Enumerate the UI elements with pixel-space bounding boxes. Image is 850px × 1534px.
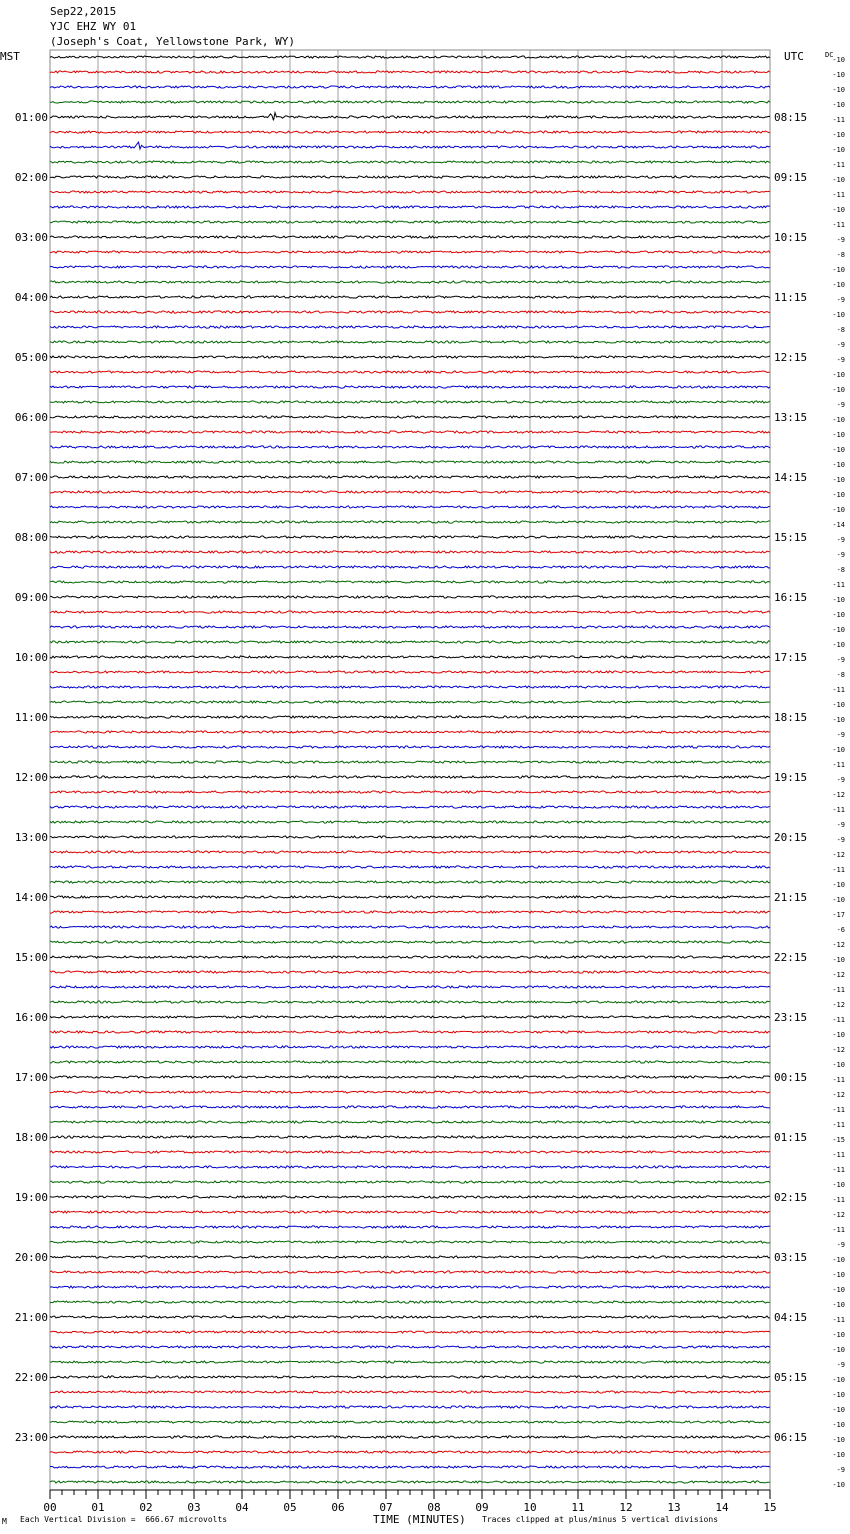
trace-line <box>50 1466 770 1468</box>
dc-offset-label: -12 <box>832 941 845 949</box>
trace-line <box>50 1211 770 1213</box>
trace-line <box>50 401 770 403</box>
dc-offset-label: -10 <box>832 1391 845 1399</box>
trace-line <box>50 71 770 73</box>
left-hour-label: 10:00 <box>14 651 48 664</box>
trace-line <box>50 1421 770 1423</box>
dc-offset-label: -11 <box>832 866 845 874</box>
trace-line <box>50 701 770 703</box>
dc-offset-label: -11 <box>832 1016 845 1024</box>
dc-offset-label: -11 <box>832 221 845 229</box>
trace-line <box>50 476 770 478</box>
trace-line <box>50 896 770 898</box>
x-tick-label: 03 <box>187 1501 201 1514</box>
dc-offset-label: -10 <box>832 71 845 79</box>
left-hour-label: 07:00 <box>14 471 48 484</box>
dc-offset-label: -10 <box>832 461 845 469</box>
dc-offset-label: -8 <box>836 566 845 574</box>
left-hour-label: 21:00 <box>14 1311 48 1324</box>
dc-offset-label: -9 <box>836 656 845 664</box>
dc-offset-label: -10 <box>832 896 845 904</box>
right-hour-label: 18:15 <box>774 711 808 724</box>
trace-line <box>50 881 770 883</box>
dc-offset-label: -10 <box>832 611 845 619</box>
left-hour-label: 13:00 <box>14 831 48 844</box>
dc-offset-label: -10 <box>832 431 845 439</box>
trace-line <box>50 941 770 943</box>
dc-offset-label: -10 <box>832 176 845 184</box>
dc-offset-label: -10 <box>832 716 845 724</box>
left-hour-label: 06:00 <box>14 411 48 424</box>
dc-offset-label: -10 <box>832 1406 845 1414</box>
trace-line <box>50 716 770 718</box>
x-axis-label: TIME (MINUTES) <box>373 1513 466 1526</box>
dc-offset-label: -12 <box>832 791 845 799</box>
dc-offset-label: -12 <box>832 1046 845 1054</box>
trace-line <box>50 1016 770 1018</box>
dc-offset-label: -10 <box>832 1301 845 1309</box>
dc-offset-label: -10 <box>832 626 845 634</box>
trace-line <box>50 551 770 553</box>
trace-line <box>50 191 770 193</box>
trace-line <box>50 113 770 121</box>
clip-note: Traces clipped at plus/minus 5 vertical divisions <box>482 1515 719 1524</box>
dc-offset-label: -10 <box>832 281 845 289</box>
left-hour-label: 20:00 <box>14 1251 48 1264</box>
dc-offset-label: -11 <box>832 1226 845 1234</box>
trace-line <box>50 866 770 868</box>
dc-offset-label: -9 <box>836 1361 845 1369</box>
dc-offset-label: -11 <box>832 581 845 589</box>
trace-line <box>50 341 770 343</box>
trace-line <box>50 206 770 208</box>
trace-line <box>50 1361 770 1363</box>
trace-line <box>50 836 770 838</box>
dc-offset-label: -10 <box>832 506 845 514</box>
dc-offset-label: -11 <box>832 1316 845 1324</box>
trace-line <box>50 1301 770 1303</box>
dc-offset-label: -9 <box>836 536 845 544</box>
trace-line <box>50 746 770 748</box>
trace-line <box>50 1436 770 1438</box>
dc-offset-label: -9 <box>836 1241 845 1249</box>
dc-offset-label: -10 <box>832 491 845 499</box>
dc-offset-label: -8 <box>836 671 845 679</box>
dc-offset-label: -10 <box>832 86 845 94</box>
dc-offset-label: -10 <box>832 596 845 604</box>
right-hour-label: 09:15 <box>774 171 808 184</box>
trace-line <box>50 1271 770 1273</box>
trace-line <box>50 851 770 853</box>
dc-offset-label: -10 <box>832 1481 845 1489</box>
dc-offset-label: -9 <box>836 821 845 829</box>
trace-line <box>50 236 770 238</box>
dc-offset-label: -10 <box>832 881 845 889</box>
station-code: YJC EHZ WY 01 <box>50 20 137 33</box>
trace-line <box>50 1196 770 1198</box>
left-hour-label: 12:00 <box>14 771 48 784</box>
dc-offset-label: -10 <box>832 1031 845 1039</box>
trace-line <box>50 1091 770 1093</box>
left-hour-label: 23:00 <box>14 1431 48 1444</box>
dc-offset-label: -17 <box>832 911 845 919</box>
right-hour-label: 17:15 <box>774 651 808 664</box>
dc-offset-label: -11 <box>832 1076 845 1084</box>
x-tick-label: 10 <box>523 1501 537 1514</box>
x-tick-label: 08 <box>427 1501 441 1514</box>
right-hour-label: 10:15 <box>774 231 808 244</box>
trace-line <box>50 386 770 388</box>
trace-line <box>50 1046 770 1048</box>
trace-line <box>50 731 770 733</box>
trace-line <box>50 926 770 928</box>
trace-line <box>50 86 770 88</box>
trace-line <box>50 1481 770 1483</box>
trace-line <box>50 56 770 58</box>
left-hour-label: 02:00 <box>14 171 48 184</box>
dc-offset-label: -9 <box>836 776 845 784</box>
right-hour-label: 05:15 <box>774 1371 808 1384</box>
x-tick-label: 15 <box>763 1501 777 1514</box>
dc-offset-label: -11 <box>832 1121 845 1129</box>
trace-line <box>50 431 770 433</box>
dc-offset-label: -10 <box>832 56 845 64</box>
dc-offset-label: -11 <box>832 161 845 169</box>
dc-offset-label: -11 <box>832 191 845 199</box>
dc-offset-label: -10 <box>832 1181 845 1189</box>
right-hour-label: 02:15 <box>774 1191 808 1204</box>
right-hour-label: 15:15 <box>774 531 808 544</box>
x-tick-label: 05 <box>283 1501 297 1514</box>
trace-line <box>50 791 770 793</box>
station-location: (Joseph's Coat, Yellowstone Park, WY) <box>50 35 296 48</box>
dc-offset-label: -11 <box>832 686 845 694</box>
x-tick-label: 01 <box>91 1501 105 1514</box>
trace-line <box>50 1241 770 1243</box>
right-hour-label: 16:15 <box>774 591 808 604</box>
trace-line <box>50 251 770 253</box>
trace-line <box>50 161 770 163</box>
trace-line <box>50 956 770 958</box>
trace-line <box>50 641 770 643</box>
trace-line <box>50 1391 770 1393</box>
trace-line <box>50 821 770 823</box>
right-hour-label: 03:15 <box>774 1251 808 1264</box>
trace-line <box>50 761 770 763</box>
trace-line <box>50 281 770 283</box>
dc-offset-label: -10 <box>832 131 845 139</box>
left-timezone-label: MST <box>0 50 20 63</box>
x-tick-label: 14 <box>715 1501 729 1514</box>
right-hour-label: 23:15 <box>774 1011 808 1024</box>
left-hour-label: 18:00 <box>14 1131 48 1144</box>
left-hour-label: 14:00 <box>14 891 48 904</box>
trace-line <box>50 776 770 778</box>
dc-offset-label: -9 <box>836 356 845 364</box>
trace-line <box>50 446 770 448</box>
trace-line <box>50 686 770 688</box>
left-hour-label: 11:00 <box>14 711 48 724</box>
trace-line <box>50 176 770 178</box>
trace-line <box>50 1346 770 1348</box>
dc-offset-label: -9 <box>836 551 845 559</box>
dc-offset-label: -10 <box>832 446 845 454</box>
trace-line <box>50 1406 770 1408</box>
left-hour-label: 09:00 <box>14 591 48 604</box>
trace-line <box>50 1106 770 1108</box>
right-hour-label: 13:15 <box>774 411 808 424</box>
dc-offset-label: -10 <box>832 1286 845 1294</box>
dc-offset-label: -9 <box>836 236 845 244</box>
trace-line <box>50 221 770 223</box>
dc-header-label: DC <box>825 51 834 59</box>
trace-line <box>50 596 770 598</box>
trace-line <box>50 671 770 673</box>
dc-offset-label: -8 <box>836 326 845 334</box>
trace-line <box>50 326 770 328</box>
dc-offset-label: -11 <box>832 761 845 769</box>
dc-offset-label: -11 <box>832 1106 845 1114</box>
right-hour-label: 12:15 <box>774 351 808 364</box>
trace-line <box>50 1166 770 1168</box>
dc-offset-label: -9 <box>836 296 845 304</box>
trace-line <box>50 296 770 298</box>
x-tick-label: 06 <box>331 1501 345 1514</box>
trace-line <box>50 416 770 418</box>
plot-date: Sep22,2015 <box>50 5 117 18</box>
dc-offset-label: -10 <box>832 101 845 109</box>
dc-offset-label: -10 <box>832 1061 845 1069</box>
dc-offset-label: -10 <box>832 956 845 964</box>
left-hour-label: 16:00 <box>14 1011 48 1024</box>
right-hour-label: 06:15 <box>774 1431 808 1444</box>
dc-offset-label: -10 <box>832 701 845 709</box>
dc-offset-label: -11 <box>832 1196 845 1204</box>
left-hour-label: 04:00 <box>14 291 48 304</box>
dc-offset-label: -10 <box>832 206 845 214</box>
trace-line <box>50 101 770 103</box>
dc-offset-label: -11 <box>832 806 845 814</box>
trace-line <box>50 311 770 313</box>
right-hour-label: 14:15 <box>774 471 808 484</box>
dc-offset-label: -9 <box>836 401 845 409</box>
dc-offset-label: -10 <box>832 1436 845 1444</box>
dc-offset-label: -10 <box>832 1421 845 1429</box>
trace-line <box>50 581 770 583</box>
dc-offset-label: -11 <box>832 116 845 124</box>
right-hour-label: 01:15 <box>774 1131 808 1144</box>
dc-offset-label: -11 <box>832 986 845 994</box>
dc-offset-label: -9 <box>836 836 845 844</box>
dc-offset-label: -10 <box>832 746 845 754</box>
trace-line <box>50 1376 770 1378</box>
dc-offset-label: -12 <box>832 1091 845 1099</box>
dc-offset-label: -8 <box>836 251 845 259</box>
right-hour-label: 20:15 <box>774 831 808 844</box>
trace-line <box>50 1001 770 1003</box>
trace-line <box>50 1136 770 1138</box>
trace-line <box>50 1076 770 1078</box>
dc-offset-label: -10 <box>832 1331 845 1339</box>
trace-line <box>50 1451 770 1453</box>
trace-line <box>50 371 770 373</box>
trace-line <box>50 1061 770 1063</box>
trace-line <box>50 1151 770 1153</box>
dc-offset-label: -10 <box>832 386 845 394</box>
x-tick-label: 00 <box>43 1501 57 1514</box>
trace-line <box>50 491 770 493</box>
trace-line <box>50 142 770 149</box>
dc-offset-label: -6 <box>836 926 845 934</box>
trace-line <box>50 506 770 508</box>
trace-line <box>50 626 770 628</box>
left-hour-label: 05:00 <box>14 351 48 364</box>
right-timezone-label: UTC <box>784 50 804 63</box>
left-hour-label: 03:00 <box>14 231 48 244</box>
dc-offset-label: -10 <box>832 416 845 424</box>
left-hour-label: 19:00 <box>14 1191 48 1204</box>
x-tick-label: 07 <box>379 1501 393 1514</box>
trace-line <box>50 1316 770 1318</box>
dc-offset-label: -10 <box>832 371 845 379</box>
right-hour-label: 21:15 <box>774 891 808 904</box>
right-hour-label: 08:15 <box>774 111 808 124</box>
left-hour-label: 15:00 <box>14 951 48 964</box>
dc-offset-label: -12 <box>832 851 845 859</box>
left-hour-label: 17:00 <box>14 1071 48 1084</box>
left-hour-label: 22:00 <box>14 1371 48 1384</box>
corner-mark: M <box>2 1517 7 1526</box>
trace-line <box>50 1121 770 1123</box>
trace-line <box>50 611 770 613</box>
trace-line <box>50 266 770 268</box>
right-hour-label: 11:15 <box>774 291 808 304</box>
dc-offset-label: -10 <box>832 146 845 154</box>
dc-offset-label: -11 <box>832 1151 845 1159</box>
trace-line <box>50 656 770 658</box>
dc-offset-label: -10 <box>832 1271 845 1279</box>
dc-offset-label: -9 <box>836 1466 845 1474</box>
trace-line <box>50 131 770 133</box>
dc-offset-label: -10 <box>832 266 845 274</box>
dc-offset-label: -12 <box>832 1211 845 1219</box>
trace-line <box>50 971 770 973</box>
trace-line <box>50 1181 770 1183</box>
trace-line <box>50 536 770 538</box>
x-tick-label: 04 <box>235 1501 249 1514</box>
dc-offset-label: -11 <box>832 1166 845 1174</box>
dc-offset-label: -10 <box>832 1451 845 1459</box>
trace-line <box>50 1031 770 1033</box>
dc-offset-label: -14 <box>832 521 845 529</box>
trace-line <box>50 461 770 463</box>
trace-line <box>50 1256 770 1258</box>
trace-line <box>50 356 770 358</box>
dc-offset-label: -10 <box>832 641 845 649</box>
dc-offset-label: -10 <box>832 1256 845 1264</box>
trace-line <box>50 986 770 988</box>
trace-line <box>50 566 770 568</box>
x-tick-label: 12 <box>619 1501 633 1514</box>
dc-offset-label: -12 <box>832 971 845 979</box>
x-tick-label: 11 <box>571 1501 585 1514</box>
trace-line <box>50 521 770 523</box>
x-tick-label: 13 <box>667 1501 681 1514</box>
trace-line <box>50 1226 770 1228</box>
dc-offset-label: -15 <box>832 1136 845 1144</box>
dc-offset-label: -12 <box>832 1001 845 1009</box>
trace-line <box>50 806 770 808</box>
left-hour-label: 08:00 <box>14 531 48 544</box>
dc-offset-label: -10 <box>832 476 845 484</box>
dc-offset-label: -10 <box>832 311 845 319</box>
scale-note: Each Vertical Division = 666.67 microvolts <box>20 1515 228 1524</box>
right-hour-label: 00:15 <box>774 1071 808 1084</box>
dc-offset-label: -9 <box>836 731 845 739</box>
right-hour-label: 19:15 <box>774 771 808 784</box>
trace-line <box>50 1331 770 1333</box>
trace-line <box>50 1286 770 1288</box>
x-tick-label: 09 <box>475 1501 489 1514</box>
dc-offset-label: -10 <box>832 1376 845 1384</box>
dc-offset-label: -10 <box>832 1346 845 1354</box>
x-tick-label: 02 <box>139 1501 153 1514</box>
right-hour-label: 04:15 <box>774 1311 808 1324</box>
left-hour-label: 01:00 <box>14 111 48 124</box>
dc-offset-label: -9 <box>836 341 845 349</box>
trace-line <box>50 911 770 913</box>
right-hour-label: 22:15 <box>774 951 808 964</box>
